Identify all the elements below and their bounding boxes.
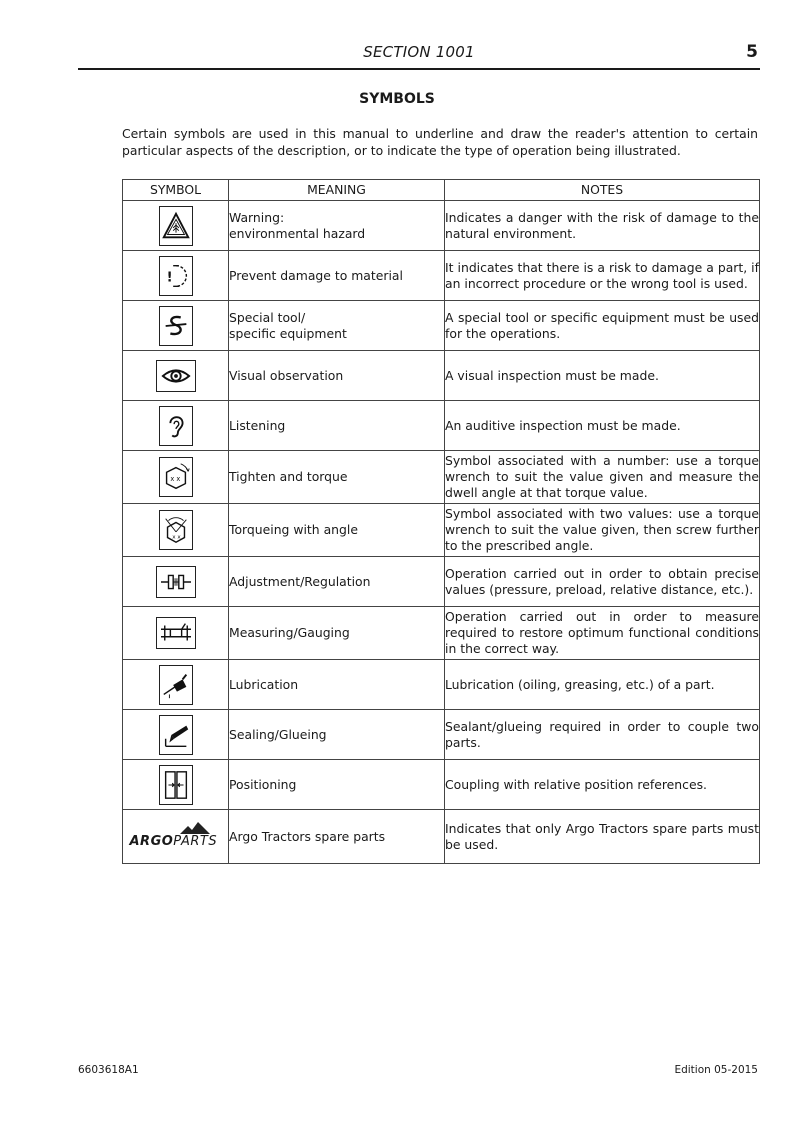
meaning-cell: Visual observation	[229, 351, 445, 401]
meaning-cell: Warning: environmental hazard	[229, 201, 445, 251]
notes-cell: Symbol associated with two values: use a torque wrench to suit the value given, then screw further to the prescribed angle.	[445, 504, 760, 557]
notes-cell: An auditive inspection must be made.	[445, 401, 760, 451]
table-row	[123, 251, 760, 301]
header-meaning: MEANING	[229, 180, 445, 201]
meaning-cell: Tighten and torque	[229, 451, 445, 504]
table-row	[123, 760, 760, 810]
meaning-cell: Lubrication	[229, 660, 445, 710]
notes-cell: Operation carried out in order to measure required to restore optimum functional conditions in the correct way.	[445, 607, 760, 660]
eye-icon	[156, 360, 196, 392]
page-header	[78, 40, 760, 70]
table-row	[123, 351, 760, 401]
svg-text:x x: x x	[169, 474, 180, 483]
symbol-cell	[123, 201, 229, 251]
table-row	[123, 810, 760, 864]
argo-roof-icon	[178, 822, 212, 834]
intro-paragraph: Certain symbols are used in this manual to underline and draw the reader's attention to certain particular aspects of the description, or to indicate the type of operation being illustrated.	[122, 126, 758, 158]
symbols-table	[122, 179, 760, 864]
torque-angle-icon	[159, 510, 193, 550]
table-header-row	[123, 180, 760, 201]
notes-cell: Symbol associated with a number: use a torque wrench to suit the value given and measure the dwell angle at that torque value.	[445, 451, 760, 504]
table-row	[123, 504, 760, 557]
symbol-cell	[123, 660, 229, 710]
page-number: 5	[746, 42, 758, 62]
table-row	[123, 401, 760, 451]
header-symbol: SYMBOL	[123, 180, 229, 201]
meaning-cell: Torqueing with angle	[229, 504, 445, 557]
symbol-cell	[123, 710, 229, 760]
torque-icon	[159, 457, 193, 497]
symbol-cell	[123, 251, 229, 301]
meaning-cell: Adjustment/Regulation	[229, 557, 445, 607]
ear-icon	[159, 406, 193, 446]
notes-cell: Coupling with relative position references.	[445, 760, 760, 810]
table-row	[123, 607, 760, 660]
document-code: 6603618A1	[78, 1064, 139, 1076]
meaning-cell: Measuring/Gauging	[229, 607, 445, 660]
meaning-cell: Argo Tractors spare parts	[229, 810, 445, 864]
symbol-cell	[123, 301, 229, 351]
meaning-cell: Positioning	[229, 760, 445, 810]
section-title: SECTION 1001	[363, 43, 475, 61]
adjustment-icon	[156, 566, 196, 598]
svg-text:!: !	[166, 270, 173, 286]
positioning-icon	[159, 765, 193, 805]
page-title: SYMBOLS	[359, 91, 435, 107]
argo-logo-text: ARGOPARTS	[129, 833, 218, 849]
symbol-cell	[123, 504, 229, 557]
symbol-cell	[123, 810, 229, 864]
table-row	[123, 201, 760, 251]
sealing-icon	[159, 715, 193, 755]
symbol-cell	[123, 401, 229, 451]
symbol-cell	[123, 351, 229, 401]
notes-cell: Operation carried out in order to obtain precise values (pressure, preload, relative distance, etc.).	[445, 557, 760, 607]
table-row	[123, 710, 760, 760]
table-row	[123, 660, 760, 710]
meaning-cell: Listening	[229, 401, 445, 451]
svg-text:x x: x x	[171, 534, 181, 541]
environmental-hazard-icon	[159, 206, 193, 246]
edition-label: Edition 05-2015	[674, 1064, 758, 1076]
meaning-cell: Sealing/Glueing	[229, 710, 445, 760]
table-row	[123, 301, 760, 351]
meaning-cell: Prevent damage to material	[229, 251, 445, 301]
notes-cell: Indicates that only Argo Tractors spare parts must be used.	[445, 810, 760, 864]
notes-cell: Sealant/glueing required in order to couple two parts.	[445, 710, 760, 760]
measuring-icon	[156, 617, 196, 649]
prevent-damage-icon	[159, 256, 193, 296]
table-row	[123, 451, 760, 504]
special-tool-icon	[159, 306, 193, 346]
symbol-cell	[123, 607, 229, 660]
symbol-cell	[123, 451, 229, 504]
table-row	[123, 557, 760, 607]
notes-cell: A visual inspection must be made.	[445, 351, 760, 401]
notes-cell: Indicates a danger with the risk of damage to the natural environment.	[445, 201, 760, 251]
notes-cell: A special tool or specific equipment must be used for the operations.	[445, 301, 760, 351]
notes-cell: It indicates that there is a risk to damage a part, if an incorrect procedure or the wrong tool is used.	[445, 251, 760, 301]
meaning-cell: Special tool/ specific equipment	[229, 301, 445, 351]
argoparts-logo	[130, 822, 222, 852]
symbol-cell	[123, 760, 229, 810]
symbol-cell	[123, 557, 229, 607]
header-notes: NOTES	[445, 180, 760, 201]
lubrication-icon	[159, 665, 193, 705]
notes-cell: Lubrication (oiling, greasing, etc.) of a part.	[445, 660, 760, 710]
